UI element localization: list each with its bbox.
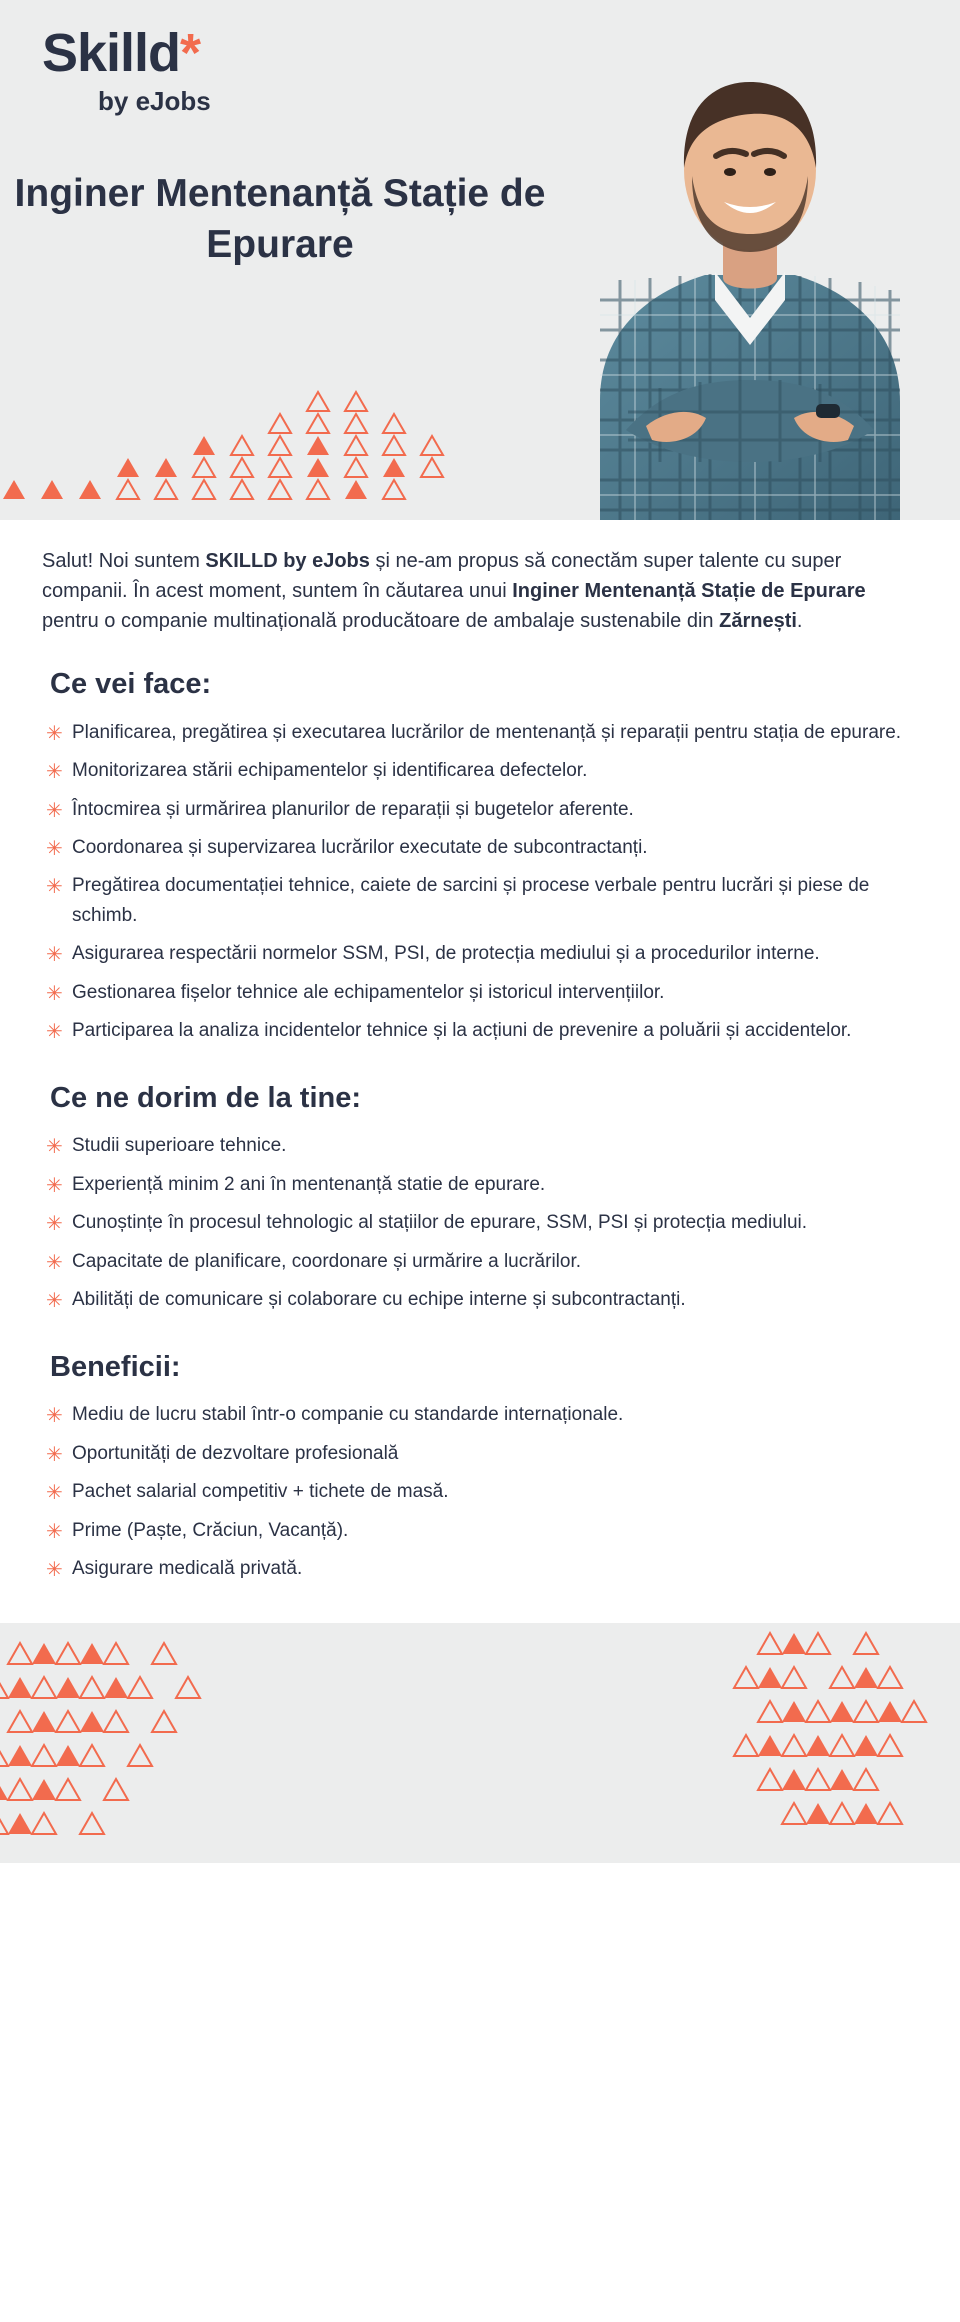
list-item-text: Asigurare medicală privată. — [72, 1557, 303, 1579]
section-title: Ce vei face: — [50, 668, 212, 700]
intro-paragraph — [42, 546, 918, 636]
responsibilities-list — [42, 718, 918, 1046]
hero-photo — [540, 0, 960, 520]
logo-subtitle: by eJobs — [98, 86, 211, 116]
list-item-text: Participarea la analiza incidentelor tehnice și la acțiuni de prevenire a poluării și accidentelor. — [72, 1020, 852, 1042]
list-item-text: Cunoștințe în procesul tehnologic al stațiilor de epurare, SSM, PSI și protecția mediului. — [72, 1212, 808, 1234]
list-item — [42, 871, 918, 930]
list-item — [42, 795, 918, 824]
list-item-text: Întocmirea și urmărirea planurilor de reparații și bugetelor aferente. — [72, 798, 634, 820]
list-item — [42, 1516, 918, 1545]
benefits-list — [42, 1400, 918, 1583]
footer-right-pattern — [730, 1623, 950, 1863]
list-item — [42, 1247, 918, 1276]
asterisk-icon: ✳ — [46, 838, 63, 860]
intro-bold-role: Inginer Mentenanță Stație de Epurare — [512, 580, 866, 602]
logo-asterisk: * — [180, 23, 201, 83]
asterisk-icon: ✳ — [46, 1021, 63, 1044]
list-item — [42, 1400, 918, 1429]
asterisk-icon: ✳ — [46, 944, 63, 967]
list-item — [42, 1170, 918, 1199]
asterisk-icon: ✳ — [46, 1558, 63, 1581]
man-photo-illustration — [540, 0, 960, 520]
list-item — [42, 1016, 918, 1045]
asterisk-icon: ✳ — [46, 1405, 63, 1428]
list-item — [42, 939, 918, 968]
asterisk-icon: ✳ — [46, 876, 63, 899]
list-item-text: Capacitate de planificare, coordonare și urmărire a lucrărilor. — [72, 1250, 582, 1272]
intro-part4: . — [796, 610, 803, 632]
list-item — [42, 1131, 918, 1160]
list-item — [42, 718, 918, 747]
list-item-text: Monitorizarea stării echipamentelor și identificarea defectelor. — [72, 760, 588, 782]
list-item-text: Oportunități de dezvoltare profesională — [72, 1442, 399, 1464]
list-item — [42, 1439, 918, 1468]
intro-bold-location: Zărnești — [719, 610, 797, 632]
list-item-text: Pregătirea documentației tehnice, caiete de sarcini și procese verbale pentru lucrări și piese de schimb. — [72, 875, 870, 926]
intro-part3: pentru o companie multinațională producătoare de ambalaje sustenabile din — [42, 610, 720, 632]
list-item-text: Studii superioare tehnice. — [72, 1135, 287, 1157]
list-item — [42, 978, 918, 1007]
intro-part2: și ne-am propus să conectăm super talente cu super companii. În acest moment, suntem în căutarea unui — [42, 550, 842, 602]
requirements-list — [42, 1131, 918, 1314]
list-item-text: Abilități de comunicare și colaborare cu echipe interne și subcontractanți. — [72, 1289, 686, 1311]
section-title: Ce ne dorim de la tine: — [50, 1081, 361, 1114]
intro-bold-company: SKILLD by eJobs — [205, 550, 370, 572]
section-responsibilities — [42, 666, 918, 1046]
list-item-text: Mediu de lucru stabil într-o companie cu standarde internaționale. — [72, 1404, 624, 1426]
list-item — [42, 833, 918, 862]
asterisk-icon: ✳ — [46, 1174, 63, 1197]
list-item — [42, 756, 918, 785]
asterisk-icon: ✳ — [46, 1290, 63, 1313]
footer-decoration — [0, 1623, 960, 1863]
job-content — [0, 520, 960, 1623]
list-item-text: Coordonarea și supervizarea lucrărilor executate de subcontractanți. — [72, 837, 648, 858]
list-item-text: Asigurarea respectării normelor SSM, PSI, de protecția mediului și a procedurilor interne. — [72, 943, 820, 965]
brand-logo — [42, 23, 211, 116]
logo-text: Skilld — [42, 23, 181, 83]
asterisk-icon: ✳ — [46, 1482, 63, 1505]
hero-triangle-pattern — [0, 390, 540, 510]
asterisk-icon: ✳ — [46, 722, 63, 745]
list-item-text: Experiență minim 2 ani în mentenanță statie de epurare. — [72, 1173, 546, 1195]
asterisk-icon: ✳ — [46, 982, 63, 1005]
list-item — [42, 1285, 918, 1314]
asterisk-icon: ✳ — [46, 1443, 63, 1466]
list-item — [42, 1554, 918, 1583]
section-title: Beneficii: — [50, 1350, 181, 1383]
asterisk-icon: ✳ — [46, 1520, 63, 1543]
page-title: Inginer Mentenanță Stație de Epurare — [14, 172, 546, 267]
asterisk-icon: ✳ — [46, 761, 63, 784]
list-item — [42, 1477, 918, 1506]
asterisk-icon: ✳ — [46, 1213, 63, 1236]
section-benefits — [42, 1349, 918, 1584]
section-requirements — [42, 1080, 918, 1315]
list-item — [42, 1208, 918, 1237]
list-item-text: Gestionarea fișelor tehnice ale echipamentelor și istoricul intervențiilor. — [72, 981, 665, 1003]
list-item-text: Planificarea, pregătirea și executarea lucrărilor de mentenanță și reparații pentru stația de epurare. — [72, 721, 902, 743]
asterisk-icon: ✳ — [46, 799, 63, 822]
intro-part1: Salut! Noi suntem — [42, 550, 206, 572]
hero-banner — [0, 0, 960, 520]
footer-left-pattern — [0, 1633, 320, 1863]
asterisk-icon: ✳ — [46, 1251, 63, 1274]
logo-wordmark — [42, 23, 211, 83]
list-item-text: Pachet salarial competitiv + tichete de masă. — [72, 1481, 449, 1503]
list-item-text: Prime (Paște, Crăciun, Vacanță). — [72, 1519, 349, 1541]
asterisk-icon: ✳ — [46, 1136, 63, 1159]
